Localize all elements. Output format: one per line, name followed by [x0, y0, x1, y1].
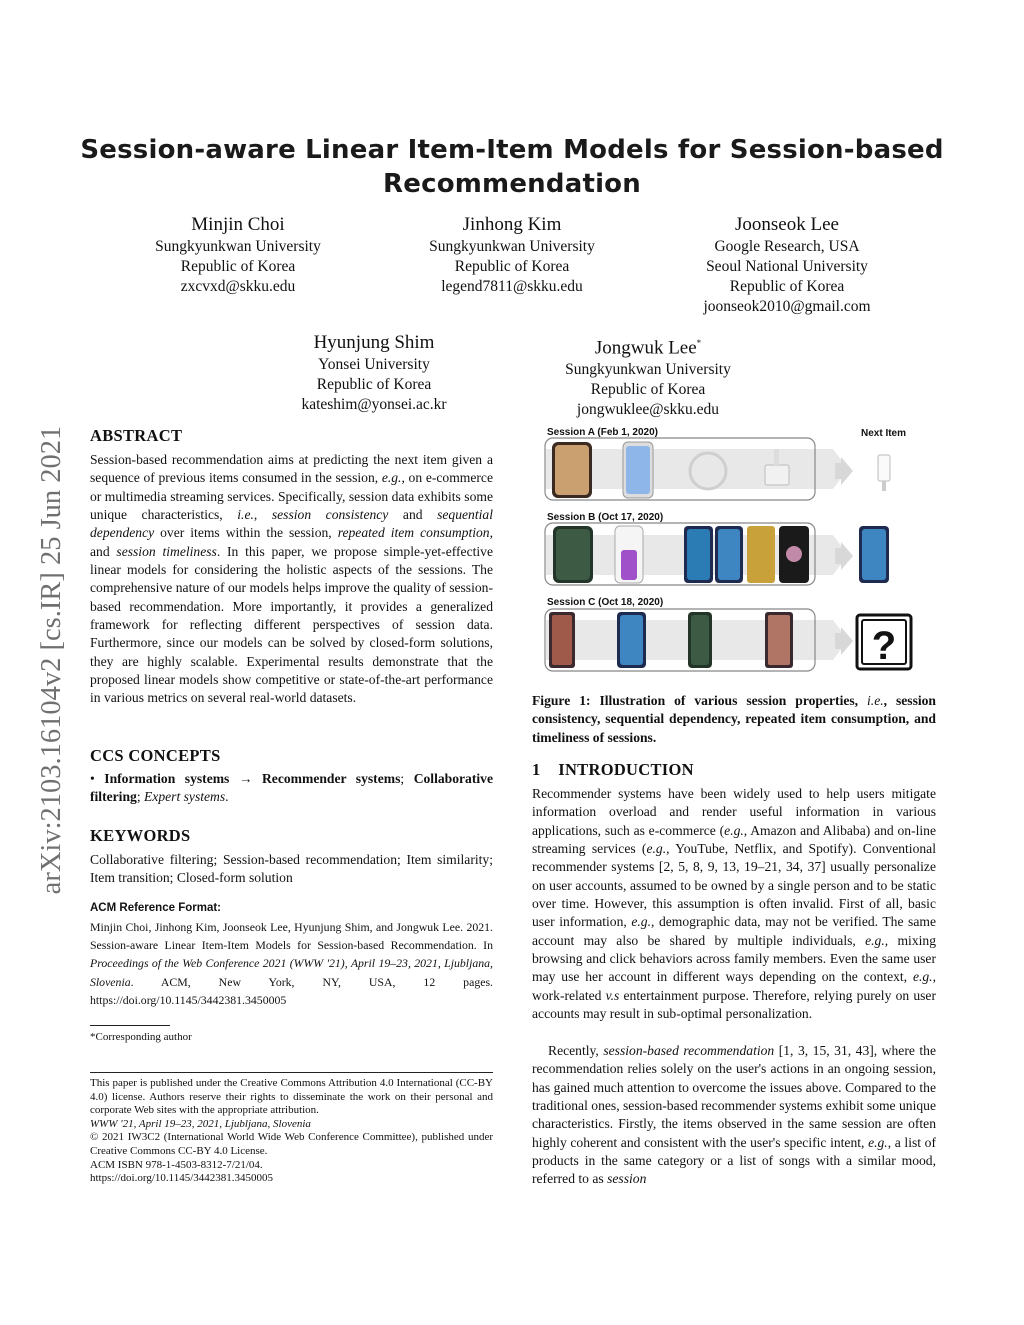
acm-ref-body: Minjin Choi, Jinhong Kim, Joonseok Lee, Hyunjung Shim, and Jongwuk Lee. 2021. Session-aware Linear Item-Item Models for Session-based Recommendation. In Proceedings of the Web Conference 2021 (WWW '21), April 19–23, 2021, Ljubljana, Slovenia. ACM, New York, NY, USA, 12 pages. https://doi.org/10.1145/3442381.3450005 — [90, 920, 493, 1007]
author-country: Republic of Korea — [454, 258, 570, 275]
arxiv-stamp: arXiv:2103.16104v2 [cs.IR] 25 Jun 2021 — [36, 425, 67, 895]
author-affiliation: Sungkyunkwan University — [565, 361, 731, 379]
license-text: This paper is published under the Creative Commons Attribution 4.0 International (CC-BY 4.0) license. Authors reserve their rights to disseminate the work on their personal and corporate Web sites with the appropriate attribution. — [90, 1077, 493, 1117]
author-email: joonseok2010@gmail.com — [703, 298, 871, 315]
phone-icon — [747, 526, 775, 583]
abstract-body: Session-based recommendation aims at predicting the next item given a sequence of previous items consumed in the session, e.g., on e-commerce or multimedia streaming services. Specifically, session data exhibits some unique characteristics, i.e., session consistency and sequential dependency over items within the session, repeated item consumption, and session timeliness. In this paper, we propose simple-yet-effective linear models for considering the holistic aspects of the sessions. The comprehensive nature of our models helps improve the quality of session-based recommendation. More importantly, it provides a generalized framework for reflecting different perspectives of session data. Furthermore, since our models can be solved by closed-form solutions, they are highly scalable. Experimental results demonstrate that the proposed linear models show competitive or state-of-the-art performance in various metrics on several real-world datasets. — [90, 452, 493, 706]
paper-title — [0, 133, 1024, 201]
author-email: zxcvxd@skku.edu — [180, 278, 296, 295]
author-affiliation-2: Seoul National University — [706, 258, 868, 275]
author-block — [412, 213, 612, 297]
author-name: Jongwuk Lee* — [594, 337, 702, 359]
author-affiliation: Sungkyunkwan University — [429, 238, 595, 255]
session-a-label: Session A (Feb 1, 2020) — [547, 427, 658, 438]
license-rule — [90, 1072, 493, 1073]
footnote-rule — [90, 1025, 170, 1026]
author-country: Republic of Korea — [590, 381, 706, 399]
intro-paragraph-1: Recommender systems have been widely used to help users mitigate information overload and render useful information in various applications, such as e-commerce (e.g., Amazon and Alibaba) and on-line streaming services (e.g., YouTube, Netflix, and Spotify). Conventional recommender systems [2, 5, 8, 9, 13, 19–21, 34, 37] usually personalize on user accounts, assumed to be owned by a single person and to be static over time. However, this assumption is often invalid. First of all, basic user information, e.g., demographic data, may not be verified. The same account may also be shared by multiple individuals, e.g., mixing browsing and click behaviors across family members. Even the same user may use her account in different ways depending on the context, e.g., work-related v.s entertainment purpose. Therefore, relying purely on user accounts may result in sub-optimal personalization. — [532, 786, 936, 1022]
license-copyright: © 2021 IW3C2 (International World Wide Web Conference Committee), published under Creative Commons CC-BY 4.0 License. — [90, 1131, 493, 1157]
session-c-row — [545, 609, 911, 671]
author-email: jongwuklee@skku.edu — [576, 401, 720, 419]
author-block — [682, 213, 892, 317]
author-name: Jinhong Kim — [462, 214, 562, 235]
ccs-body: • Information systems → Recommender systems; Collaborative filtering; Expert systems. — [90, 771, 493, 805]
session-c-label: Session C (Oct 18, 2020) — [547, 597, 664, 608]
keywords-heading: KEYWORDS — [90, 826, 191, 845]
author-affiliation: Sungkyunkwan University — [155, 238, 321, 255]
author-country: Republic of Korea — [729, 278, 845, 295]
session-b-label: Session B (Oct 17, 2020) — [547, 512, 664, 523]
adapter-icon — [878, 455, 890, 481]
author-affiliation: Yonsei University — [318, 356, 430, 373]
keywords-body: Collaborative filtering; Session-based recommendation; Item similarity; Item transition; Closed-form solution — [90, 852, 493, 886]
footnote: *Corresponding author — [90, 1031, 192, 1043]
question-mark-glyph: ? — [871, 624, 897, 668]
intro-heading: 1 INTRODUCTION — [532, 760, 694, 779]
author-name: Joonseok Lee — [735, 214, 839, 235]
acm-ref-heading: ACM Reference Format: — [90, 902, 221, 914]
intro-paragraph-2: Recently, session-based recommendation [1, 3, 15, 31, 43], where the recommendation relies solely on the user's actions in an ongoing session, has gained much attention to overcome the issues above. Compared to the traditional ones, session-based recommender systems exhibit some unique characteristics. Firstly, the items observed in the same session are often highly coherent and consistent with the user's specific intent, e.g., a list of products in the same category or a list of songs with a similar mood, referred to as session — [532, 1043, 936, 1187]
session-b-row — [545, 523, 889, 585]
license-block — [90, 1077, 493, 1186]
author-block — [138, 213, 338, 297]
author-email: kateshim@yonsei.ac.kr — [301, 396, 447, 413]
author-country: Republic of Korea — [180, 258, 296, 275]
license-isbn: ACM ISBN 978-1-4503-8312-7/21/04. — [90, 1158, 263, 1171]
author-block — [274, 331, 474, 415]
author-name: Minjin Choi — [191, 214, 285, 235]
session-a-row — [545, 438, 890, 500]
author-name: Hyunjung Shim — [313, 332, 435, 353]
license-venue: WWW '21, April 19–23, 2021, Ljubljana, Slovenia — [90, 1117, 311, 1130]
author-country: Republic of Korea — [316, 376, 432, 393]
figure-caption: Figure 1: Illustration of various session properties, i.e., session consistency, sequential dependency, repeated item consumption, and timeliness of sessions. — [532, 693, 936, 745]
next-item-label: Next Item — [861, 428, 907, 439]
ccs-heading: CCS CONCEPTS — [90, 746, 221, 765]
author-block — [548, 331, 748, 420]
title-line-1: Session-aware Linear Item-Item Models for Session-based — [80, 135, 944, 165]
abstract-heading: ABSTRACT — [90, 426, 183, 445]
title-line-2: Recommendation — [383, 169, 641, 199]
author-affiliation: Google Research, USA — [714, 238, 860, 255]
corresponding-mark: * — [696, 338, 702, 348]
adapter-icon — [765, 465, 789, 485]
figure-1 — [543, 425, 943, 677]
license-doi: https://doi.org/10.1145/3442381.3450005 — [90, 1172, 274, 1185]
author-email: legend7811@skku.edu — [441, 278, 583, 295]
